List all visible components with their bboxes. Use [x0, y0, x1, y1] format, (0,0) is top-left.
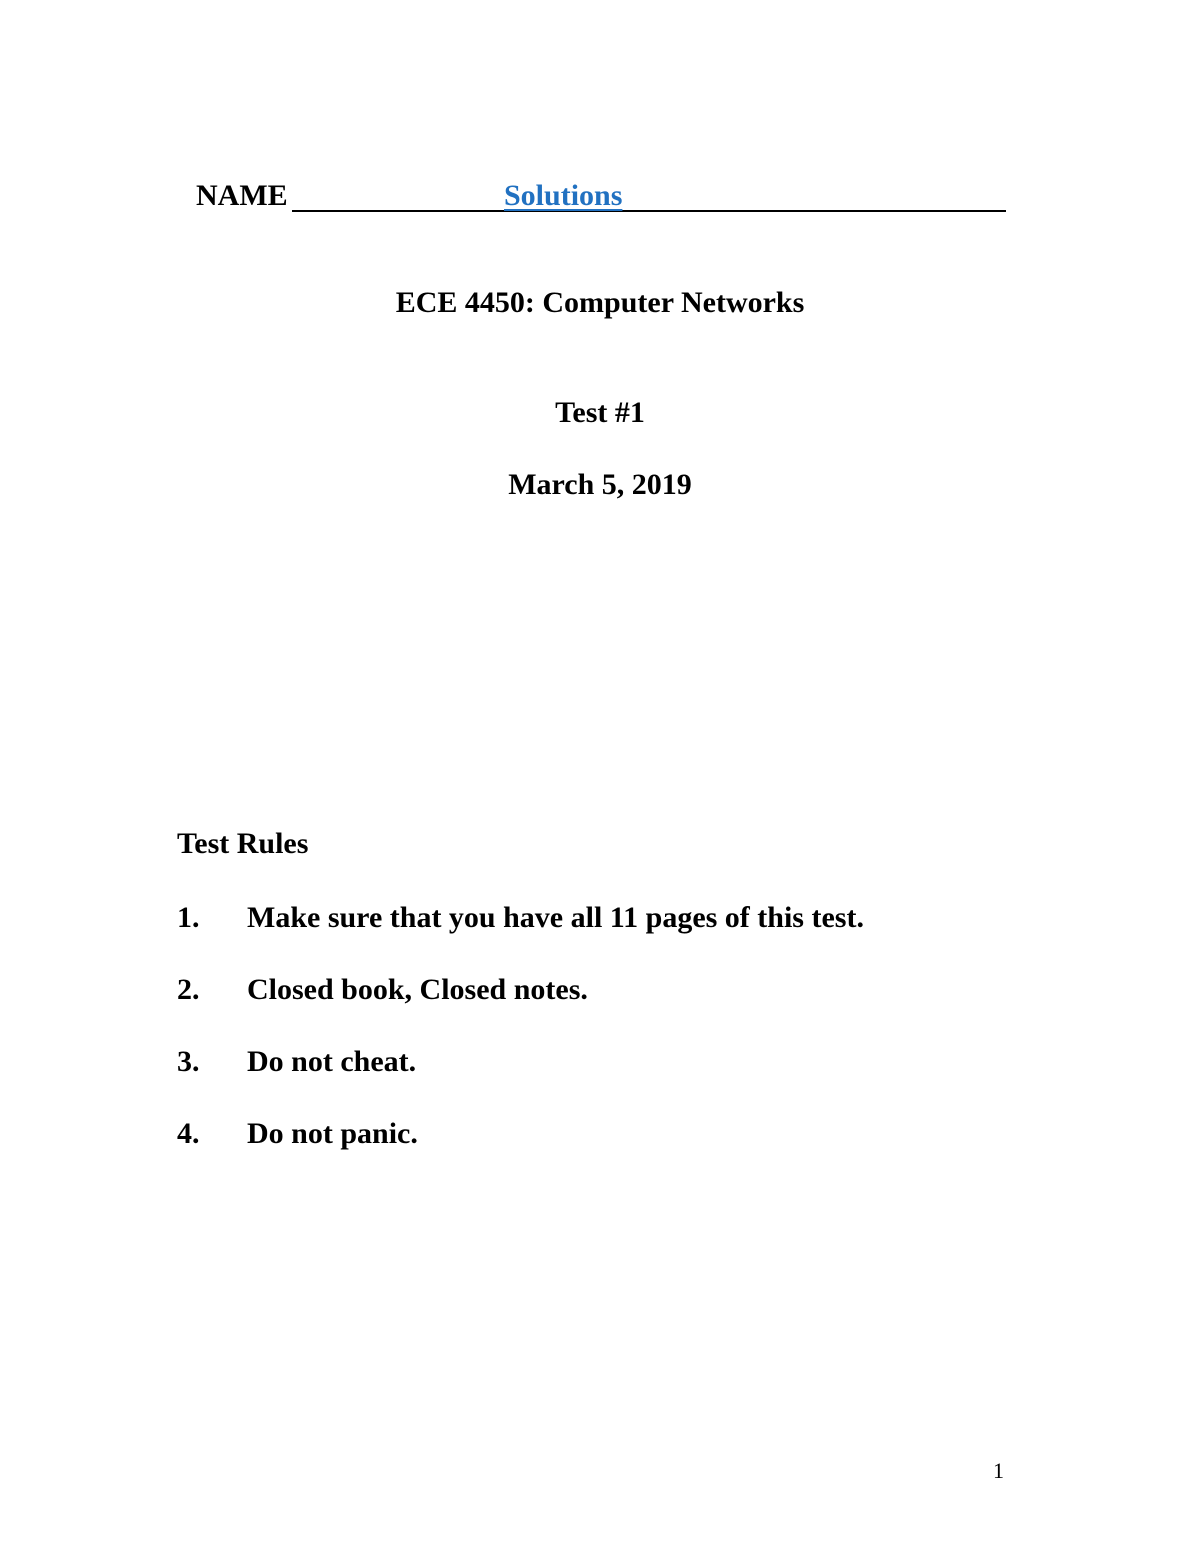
rules-title: Test Rules: [177, 827, 309, 860]
rule-item: [177, 901, 864, 935]
rule-item: [177, 1117, 418, 1151]
page-number: 1: [993, 1458, 1004, 1483]
rule-number: 1.: [177, 901, 200, 934]
rule-text: Closed book, Closed notes.: [247, 973, 588, 1006]
rule-number: 3.: [177, 1045, 200, 1078]
rule-text: Do not cheat.: [247, 1045, 417, 1078]
course-title: ECE 4450: Computer Networks: [395, 286, 805, 319]
name-underline: [292, 210, 1006, 212]
rule-item: [177, 1045, 416, 1079]
name-label: NAME: [196, 179, 288, 212]
rule-text: Make sure that you have all 11 pages of this test.: [247, 901, 864, 934]
rule-number: 4.: [177, 1117, 200, 1150]
test-date: March 5, 2019: [508, 468, 692, 501]
name-field-line: [196, 176, 1006, 216]
rule-item: [177, 973, 588, 1007]
name-value: Solutions: [504, 179, 623, 212]
test-label: Test #1: [555, 396, 645, 429]
rule-number: 2.: [177, 973, 200, 1006]
rule-text: Do not panic.: [247, 1117, 418, 1150]
